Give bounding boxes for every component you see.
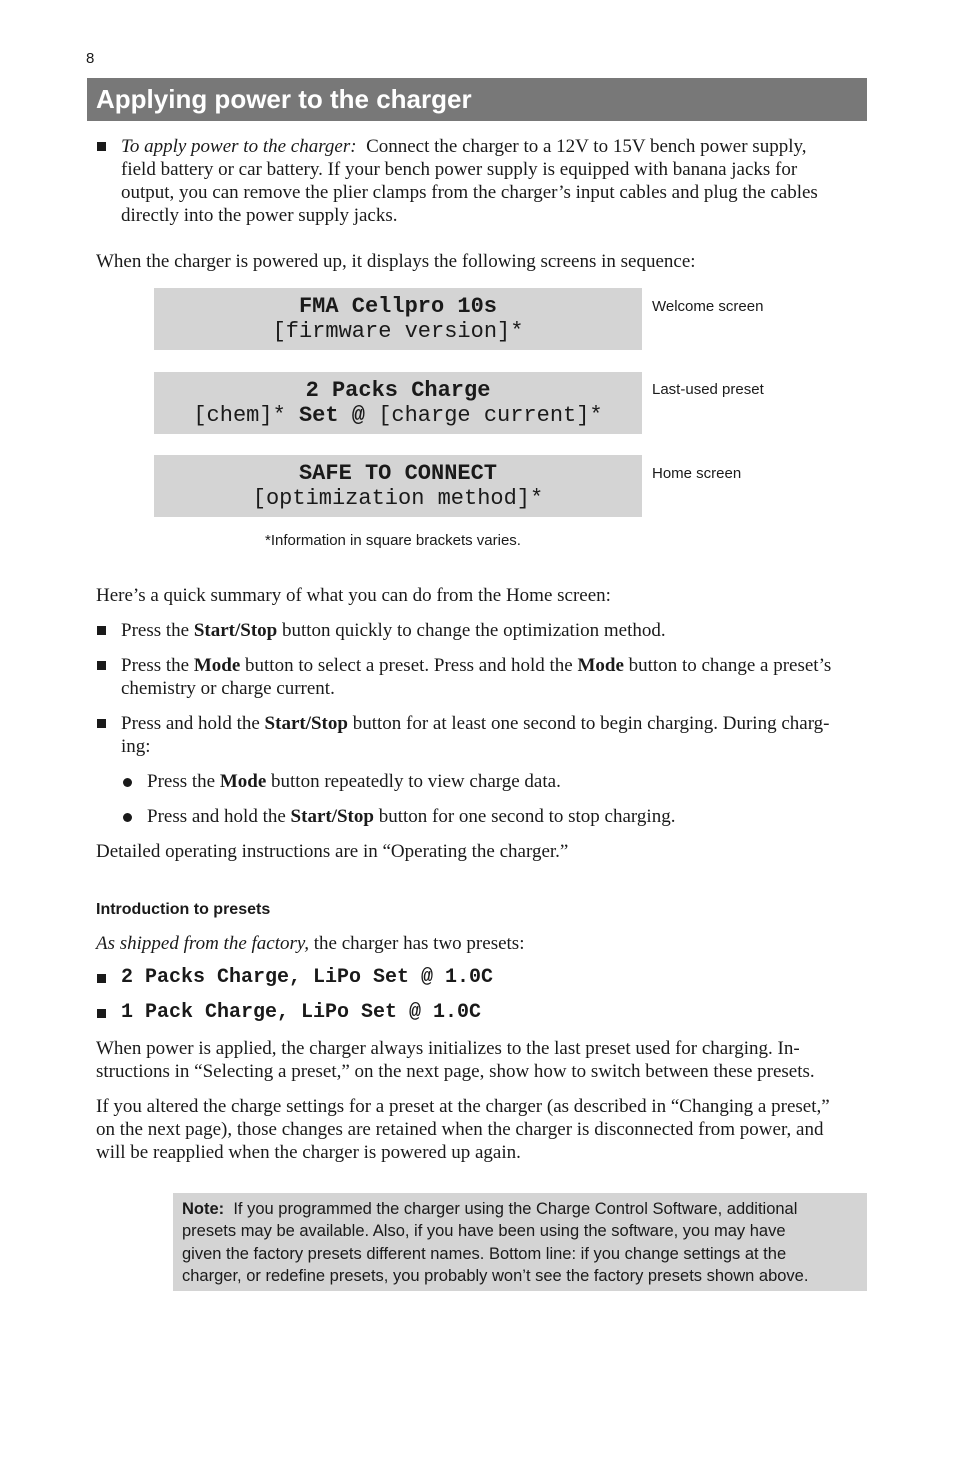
apply-power-lead: To apply power to the charger: bbox=[121, 136, 357, 157]
lcd-line-1: SAFE TO CONNECT bbox=[298, 461, 498, 486]
bullet-dot-icon bbox=[123, 778, 132, 787]
section-banner bbox=[87, 78, 867, 121]
charging-item-view-data: Press the Mode button repeatedly to view charge data. bbox=[147, 771, 561, 792]
preset-item: 1 Pack Charge, LiPo Set @ 1.0C bbox=[121, 1001, 482, 1024]
bullet-square-icon bbox=[97, 626, 106, 635]
home-summary-intro: Here’s a quick summary of what you can do from the Home screen: bbox=[96, 585, 611, 606]
bracket-footnote: *Information in square brackets varies. bbox=[265, 532, 521, 549]
lcd-set-at: Set @ bbox=[298, 403, 365, 428]
caption-welcome-screen: Welcome screen bbox=[652, 298, 764, 315]
bullet-dot-icon bbox=[123, 813, 132, 822]
start-stop-label: Start/Stop bbox=[264, 713, 348, 734]
bullet-square-icon bbox=[97, 661, 106, 670]
apply-power-line-3: output, you can remove the plier clamps from the charger’s input cables and plug the cables bbox=[121, 182, 818, 203]
start-stop-label: Start/Stop bbox=[290, 806, 374, 827]
lcd-welcome-screen bbox=[154, 288, 642, 350]
note-label: Note: bbox=[182, 1200, 225, 1218]
note-text: Note: If you programmed the charger using the Charge Control Software, additional presets may be available. Also, if you have been using the software, you may have given the factory presets different names. Bottom line: if you change settings at the charger, or redefine presets, you probably won’t see the factory presets shown above. bbox=[182, 1200, 809, 1285]
mode-label: Mode bbox=[577, 655, 624, 676]
lcd-line-1: 2 Packs Charge bbox=[305, 378, 491, 403]
lcd-line-2: [optimization method]* bbox=[252, 486, 544, 511]
bullet-square-icon bbox=[97, 719, 106, 728]
section-title: Applying power to the charger bbox=[96, 84, 472, 114]
lcd-last-used-preset bbox=[154, 372, 642, 434]
home-item-begin-charging: Press and hold the Start/Stop button for at least one second to begin charging. During charg- ing: bbox=[121, 713, 830, 757]
mode-label: Mode bbox=[219, 771, 267, 792]
lcd-line-1: FMA Cellpro 10s bbox=[298, 294, 498, 319]
lcd-charge-current: [charge current]* bbox=[365, 403, 603, 428]
lcd-chem: [chem]* bbox=[193, 403, 299, 428]
bullet-square-icon bbox=[97, 142, 106, 151]
preset-item: 2 Packs Charge, LiPo Set @ 1.0C bbox=[121, 966, 494, 989]
start-stop-label: Start/Stop bbox=[193, 620, 278, 641]
note-box bbox=[173, 1193, 867, 1291]
lcd-line-2 bbox=[154, 404, 642, 428]
altered-settings-paragraph: If you altered the charge settings for a preset at the charger (as described in “Changing a preset,” on the next page), those changes are retained when the charger is disconnected from power, and will be reapplied when the charger is powered up again. bbox=[96, 1096, 830, 1163]
apply-power-line-1: Connect the charger to a 12V to 15V bench power supply, bbox=[366, 136, 807, 157]
presets-intro: As shipped from the factory, the charger has two presets: bbox=[96, 933, 525, 954]
bullet-square-icon bbox=[97, 1009, 106, 1018]
page-number: 8 bbox=[86, 50, 95, 67]
power-applied-paragraph: When power is applied, the charger always initializes to the last preset used for charging. In- structions in “Selecting a preset,” on the next page, show how to switch between these presets. bbox=[96, 1038, 815, 1082]
sequence-intro: When the charger is powered up, it displays the following screens in sequence: bbox=[96, 251, 696, 272]
caption-home-screen: Home screen bbox=[652, 465, 742, 482]
bullet-square-icon bbox=[97, 974, 106, 983]
detailed-instructions: Detailed operating instructions are in “Operating the charger.” bbox=[96, 841, 569, 862]
apply-power-line-2: field battery or car battery. If your bench power supply is equipped with banana jacks for bbox=[121, 159, 798, 180]
mode-label: Mode bbox=[193, 655, 241, 676]
lcd-line-2: [firmware version]* bbox=[272, 319, 524, 344]
apply-power-paragraph bbox=[121, 135, 818, 227]
charging-item-stop: Press and hold the Start/Stop button for one second to stop charging. bbox=[147, 806, 676, 827]
home-item-preset: Press the Mode button to select a preset. Press and hold the Mode button to change a preset’s chemistry or charge current. bbox=[121, 655, 832, 699]
lcd-home-screen bbox=[154, 455, 642, 517]
home-item-optimization: Press the Start/Stop button quickly to change the optimization method. bbox=[121, 620, 666, 641]
presets-heading: Introduction to presets bbox=[96, 901, 271, 918]
caption-last-used-preset: Last-used preset bbox=[652, 381, 764, 398]
apply-power-line-4: directly into the power supply jacks. bbox=[121, 205, 398, 226]
